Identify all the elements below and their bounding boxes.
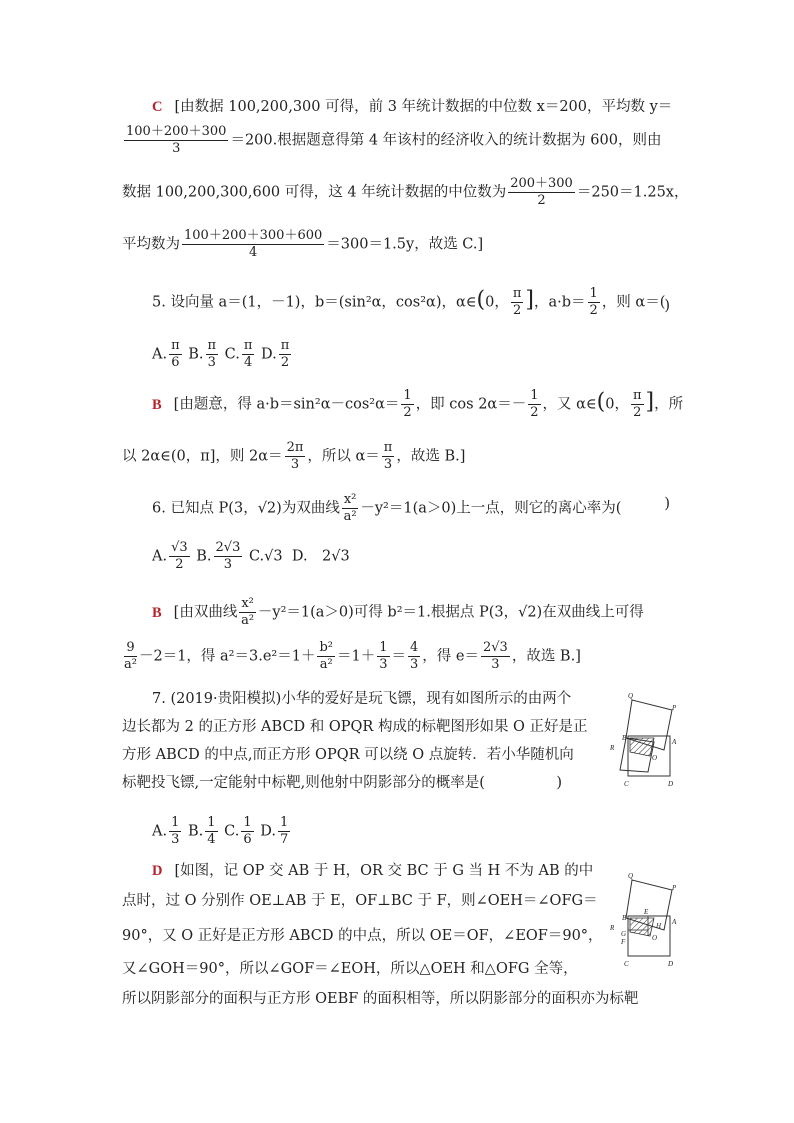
q7-line-2: 边长都为 2 的正方形 ABCD 和 OPQR 构成的标靶图形如果 O 正好是正 bbox=[122, 719, 588, 735]
svg-text:E: E bbox=[644, 908, 649, 916]
svg-text:B: B bbox=[622, 734, 627, 742]
svg-text:A: A bbox=[672, 738, 677, 746]
q7-answer-line-2: 点时，过 O 分别作 OE⊥AB 于 E，OF⊥BC 于 F，则∠OEH＝∠OFG＝ bbox=[122, 893, 598, 909]
target-figure-1 bbox=[606, 690, 692, 790]
svg-text:R: R bbox=[610, 924, 615, 932]
q4-answer-line-2: $\frac{100+200+300}{3}$ ＝200.根据题意得第 4 年该村的经济收入的统计数据为 600，则由 bbox=[126, 124, 662, 156]
q7-options: A. $\frac{1}{3}$ B. $\frac{1}{4}$ C. $\frac{1}{6}$ D. $\frac{1}{7}$ bbox=[152, 815, 289, 847]
q7-line-3: 方形 ABCD 的中点,而正方形 OPQR 可以绕 O 点旋转．若小华随机向 bbox=[122, 747, 574, 763]
svg-text:D: D bbox=[668, 960, 674, 968]
target-figure-2 bbox=[606, 870, 692, 970]
fraction: $\frac{200+300}{2}$ bbox=[510, 176, 573, 208]
svg-text:Q: Q bbox=[628, 872, 634, 880]
option-a: A. bbox=[152, 346, 168, 363]
q5-answer-line-1: B [由题意，得 a·b＝sin²α－cos²α＝ $\frac{1}{2}$ ，即 cos 2α＝－ $\frac{1}{2}$ ，又 α∈(0， $\frac{\pi}{2}$ ]，所 bbox=[152, 388, 684, 420]
document-page: C [由数据 100,200,300 可得，前 3 年统计数据的中位数 x＝200，平均数 y＝ $\frac{100+200+300}{3}$ ＝200.根据题意得第 4 年该村的经济收入的统计数据为 600，则由 数据 100,200,300,600 可得，这 4 年统计数据的中位数为 $\frac{200+300}{2}$ ＝250＝1.25x， 平均数为 $\frac{100+200+300+600}{4}$ ＝300＝1.5y，故选 C.] 5. 设向量 a＝(1，－1)，b＝(sin²α，cos²α)，α∈(0， $\frac{\pi}{2}$ ]，a·b＝ $\frac{1}{2}$ ，则 α＝( ) A. $\frac{\pi}{6}$ B. $\frac{\pi}{3}$ C. $\frac{\pi}{4}$ D. $\frac{\pi}{2}$ B [由题意，得 a·b＝sin²α－cos²α＝ $\frac{1}{2}$ ，即 cos 2α＝－ $\frac{1}{2}$ ，又 α∈(0， $\frac{\pi}{2}$ ]，所 以 2α∈(0，π]，则 2α＝ $\frac{2\pi}{3}$ ，所以 α＝ $\frac{\pi}{3}$ ，故选 B.] 6. 已知点 P(3，√2)为双曲线 $\frac{\text{x²}}{\text{a²}}$ －y²＝1(a＞0)上一点，则它的离心率为( ) A. $\frac{√3}{2}$ B. $\frac{2√3}{3}$ C.√3 D. 2√3 B [由双曲线 $\frac{\text{x²}}{\text{a²}}$ －y²＝1(a＞0)可得 b²＝1.根据点 P(3，√2)在双曲线上可得 $\frac{9}{\text{a²}}$ －2＝1，得 a²＝3.e²＝1＋ $\frac{\text{b²}}{\text{a²}}$ ＝1＋ $\frac{1}{3}$ ＝ $\frac{4}{3}$ ，得 e＝ $\frac{2√3}{3}$ ，故选 B.] 7. (2019·贵阳模拟)小华的爱好是玩飞镖，现有如图所示的由两个 边长都为 2 的正方形 ABCD 和 OPQR 构成的标靶图形如果 O 正好是正 方形 ABCD 的中点,而正方形 OPQR 可以绕 O 点旋转．若小华随机向 标靶投飞镖,一定能射中标靶,则他射中阴影部分的概率是( ) A. $\frac{1}{3}$ B. $\frac{1}{4}$ C. $\frac{1}{6}$ D. $\frac{1}{7}$ Q P R B A O C D D [如图，记 OP 交 AB 于 H，OR 交 BC 于 G 当 H 不为 AB 的中 点时，过 O 分别作 OE⊥AB 于 E，OF⊥BC 于 F，则∠OEH＝∠OFG＝ 90°，又 O 正好是正方形 ABCD 的中点，所以 OE＝OF，∠EOF＝90°， 又∠GOH＝90°，所以∠GOF＝∠EOH，所以△OEH 和△OFG 全等， 所以阴影部分的面积与正方形 OEBF 的面积相等，所以阴影部分的面积亦为标靶 Q P R B E A G H O F C D bbox=[0, 0, 794, 1123]
q6-answer-line-1: B [由双曲线 $\frac{\text{x²}}{\text{a²}}$ －y²＝1(a＞0)可得 b²＝1.根据点 P(3，√2)在双曲线上可得 bbox=[152, 596, 644, 628]
svg-text:G: G bbox=[621, 930, 627, 938]
svg-text:B: B bbox=[622, 914, 627, 922]
option-d: D. bbox=[261, 346, 277, 363]
svg-text:F: F bbox=[621, 938, 626, 946]
option-b: B. bbox=[188, 346, 204, 363]
svg-text:D: D bbox=[668, 780, 674, 788]
q6-answer-line-2: $\frac{9}{\text{a²}}$ －2＝1，得 a²＝3.e²＝1＋ $\frac{\text{b²}}{\text{a²}}$ ＝1＋ $\frac{1}{3}$ ＝ $\frac{4}{3}$ ，得 e＝ $\frac{2√3}{3}$ ，故选 B.] bbox=[124, 640, 581, 672]
q4-answer-line-3: 数据 100,200,300,600 可得，这 4 年统计数据的中位数为 $\frac{200+300}{2}$ ＝250＝1.25x， bbox=[122, 176, 689, 208]
q7-line-1: 7. (2019·贵阳模拟)小华的爱好是玩飞镖，现有如图所示的由两个 bbox=[152, 691, 572, 707]
q7-answer-line-3: 90°，又 O 正好是正方形 ABCD 的中点，所以 OE＝OF，∠EOF＝90°， bbox=[122, 928, 603, 944]
q5-options: A. $\frac{\pi}{6}$ B. $\frac{\pi}{3}$ C. $\frac{\pi}{4}$ D. $\frac{\pi}{2}$ bbox=[152, 338, 290, 370]
q5-answer-line-2: 以 2α∈(0，π]，则 2α＝ $\frac{2\pi}{3}$ ，所以 α＝ $\frac{\pi}{3}$ ，故选 B.] bbox=[122, 440, 466, 472]
svg-text:O: O bbox=[652, 934, 658, 942]
q7-answer-line-1: D [如图，记 OP 交 AB 于 H，OR 交 BC 于 G 当 H 不为 AB 的中 bbox=[152, 863, 594, 879]
answer-letter: C bbox=[152, 99, 163, 115]
q6-options: A. $\frac{√3}{2}$ B. $\frac{2√3}{3}$ C.√3 D. 2√3 bbox=[152, 540, 350, 572]
svg-text:C: C bbox=[624, 780, 629, 788]
fraction: $\frac{100+200+300+600}{4}$ bbox=[184, 228, 323, 260]
svg-text:A: A bbox=[672, 918, 677, 926]
fraction: $\frac{100+200+300}{3}$ bbox=[126, 124, 227, 156]
svg-text:Q: Q bbox=[628, 692, 634, 700]
q4-answer-line-4: 平均数为 $\frac{100+200+300+600}{4}$ ＝300＝1.5y，故选 C.] bbox=[122, 228, 484, 260]
q4-answer-line-1: C [由数据 100,200,300 可得，前 3 年统计数据的中位数 x＝200，平均数 y＝ bbox=[152, 99, 673, 115]
option-c: C. bbox=[224, 346, 240, 363]
q6-stem: 6. 已知点 P(3，√2)为双曲线 $\frac{\text{x²}}{\text{a²}}$ －y²＝1(a＞0)上一点，则它的离心率为( bbox=[152, 492, 622, 524]
q5-stem: 5. 设向量 a＝(1，－1)，b＝(sin²α，cos²α)，α∈(0， $\frac{\pi}{2}$ ]，a·b＝ $\frac{1}{2}$ ，则 α＝( bbox=[152, 286, 666, 318]
svg-text:R: R bbox=[610, 744, 615, 752]
svg-text:P: P bbox=[672, 704, 677, 712]
q7-line-4: 标靶投飞镖,一定能射中标靶,则他射中阴影部分的概率是( bbox=[122, 775, 485, 791]
svg-text:H: H bbox=[656, 922, 662, 930]
svg-text:C: C bbox=[624, 960, 629, 968]
svg-text:P: P bbox=[672, 884, 677, 892]
q7-answer-line-5: 所以阴影部分的面积与正方形 OEBF 的面积相等，所以阴影部分的面积亦为标靶 bbox=[122, 991, 639, 1007]
q7-answer-line-4: 又∠GOH＝90°，所以∠GOF＝∠EOH，所以△OEH 和△OFG 全等， bbox=[122, 961, 578, 977]
svg-text:O: O bbox=[652, 754, 658, 762]
